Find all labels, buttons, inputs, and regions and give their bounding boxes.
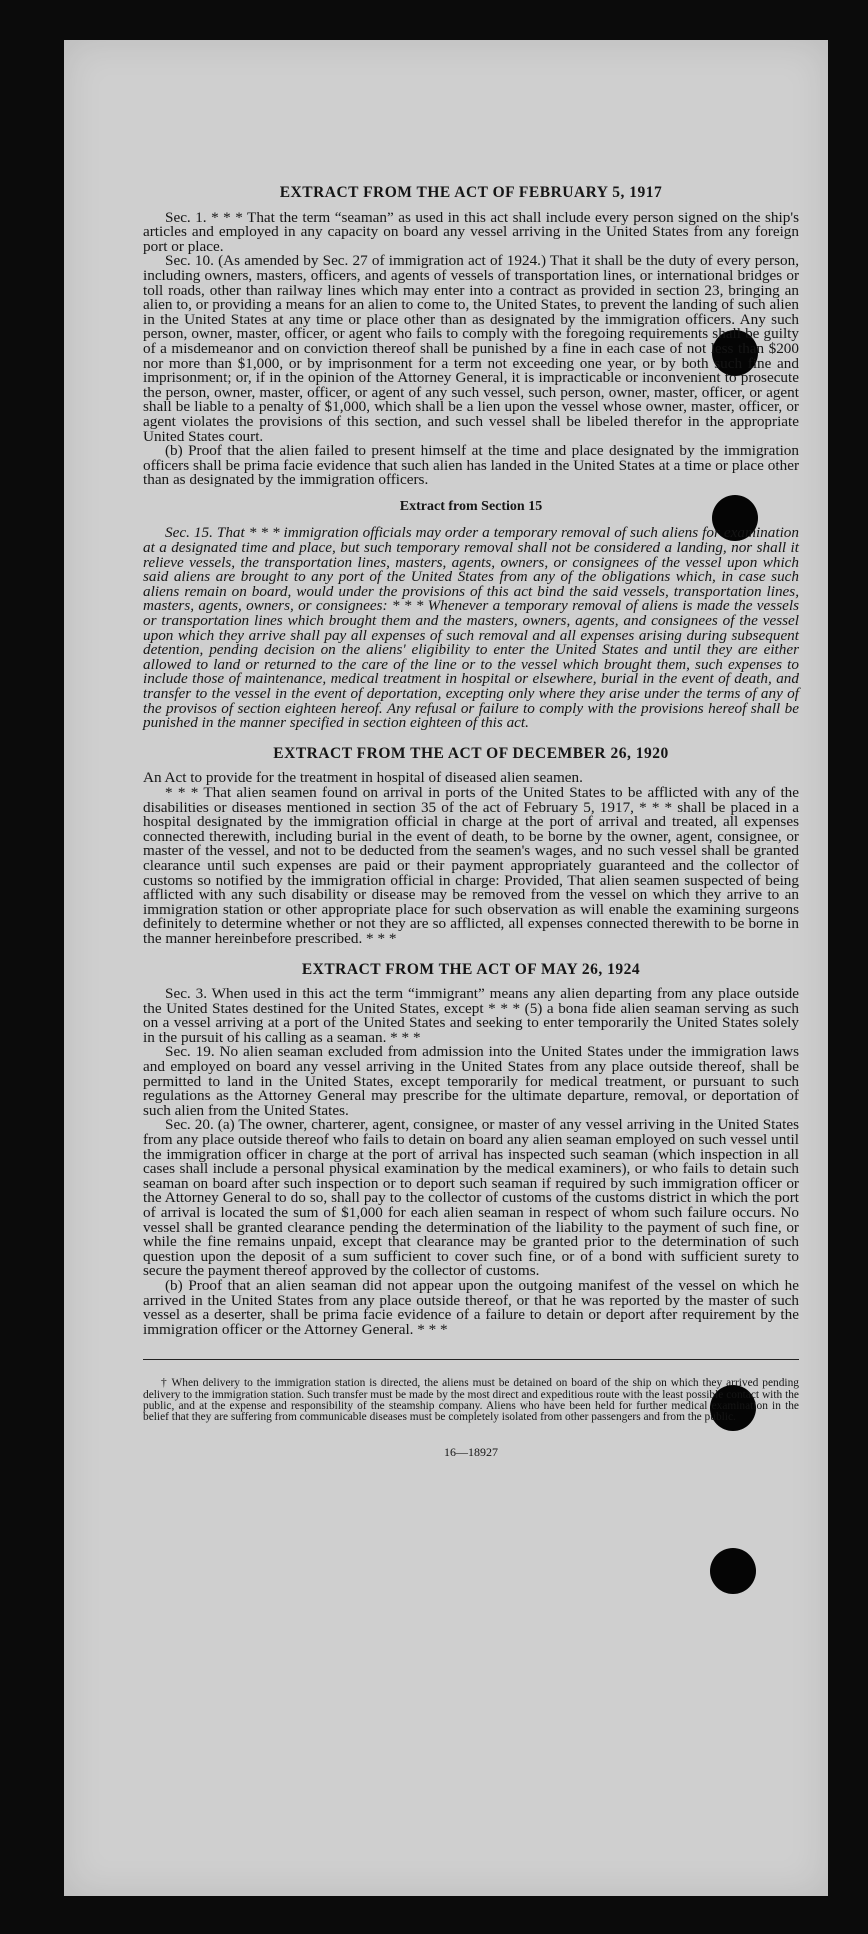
divider-rule	[143, 1359, 799, 1360]
paragraph-sec20b: (b) Proof that an alien seaman did not appear upon the outgoing manifest of the vessel on which he arrived in the United States from any place outside thereof, or that he was reported by the master of such vessel as a deserter, shall be prima facie evidence of a failure to detain or deport after requirement by the immigration officer or the Attorney General. * * *	[143, 1276, 799, 1338]
subheading-section-15: Extract from Section 15	[399, 498, 543, 514]
paragraph-sec10: Sec. 10. (As amended by Sec. 27 of immigration act of 1924.) That it shall be the duty of every person, including owners, masters, officers, and agents of vessels of transportation lines, or international bridges or toll roads, other than railway lines which may enter into a contract as provided in section 23, bringing an alien to, or providing a means for an alien to come to, the United States, to prevent the landing of such alien in the United States at any time or place other than as designated by the immigration officers. Any such person, owner, master, officer, or agent who fails to comply with the foregoing requirements shall be guilty of a misdemeanor and on conviction thereof shall be punished by a fine in each case of not less than $200 nor more than $1,000, or by imprisonment for a term not exceeding one year, or by both such fine and imprisonment; or, if in the opinion of the Attorney General, it is impracticable or inconvenient to prosecute the person, owner, master, officer, or agent of any such vessel, such person, owner, master, officer, or agent shall be liable to a penalty of $1,000, which shall be a lien upon the vessel whose owner, master, officer, or agent violates the provisions of this section, and such vessel shall be libeled therefor in the appropriate United States court.	[143, 252, 799, 445]
section-heading-1924: EXTRACT FROM THE ACT OF MAY 26, 1924	[301, 960, 641, 978]
section-heading-1920: EXTRACT FROM THE ACT OF DECEMBER 26, 1920	[273, 744, 669, 762]
paragraph-sec20a: Sec. 20. (a) The owner, charterer, agent, consignee, or master of any vessel arriving in the United States from any place outside thereof who fails to detain on board any alien seaman employed on such vessel until the immigration officer in charge at the port of arrival has inspected such seaman (which inspection in all cases shall include a personal physical examination by the medical examiners), or who fails to detain such seaman on board after such inspection or to deport such seaman if required by such immigration officer or the Attorney General to do so, shall pay to the collector of customs of the customs district in which the port of arrival is located the sum of $1,000 for each alien seaman in respect of whom such failure occurs. No vessel shall be granted clearance pending the determination of the liability to the payment of such fine, or while the fine remains unpaid, except that clearance may be granted prior to the determination of such question upon the deposit of a sum sufficient to cover such fine, or of a bond with sufficient surety to secure the payment thereof approved by the collector of customs.	[143, 1116, 799, 1280]
punch-hole	[710, 1548, 756, 1594]
document-body	[143, 180, 799, 1460]
paragraph-1920-body: * * * That alien seamen found on arrival in ports of the United States to be afflicted with any of the disabilities or diseases mentioned in section 35 of the act of February 5, 1917, * * * shall be placed in a hospital designated by the immigration official in charge at the port of arrival and treated, all expenses connected therewith, including burial in the event of death, to be borne by the owner, agent, consignee, or master of the vessel, and not to be deducted from the seamen's wages, and no such vessel shall be granted clearance until such expenses are paid or their payment appropriately guaranteed and the collector of customs so notified by the immigration official in charge: Provided, That alien seamen suspected of being afflicted with any such disability or disease may be removed from the vessel on which they arrive to an immigration station or other appropriate place for such observation as will enable the examining surgeons definitely to determine whether or not they are so afflicted, all expenses connected therewith to be borne in the manner hereinbefore prescribed. * * *	[143, 783, 799, 947]
section-heading-1917: EXTRACT FROM THE ACT OF FEBRUARY 5, 1917	[279, 184, 663, 201]
paragraph-sec3: Sec. 3. When used in this act the term “immigrant” means any alien departing from any place outside the United States destined for the United States, except * * * (5) a bona fide alien seaman serving as such on a vessel arriving at a port of the United States and seeking to enter temporarily the United States solely in the pursuit of his calling as a seaman. * * *	[143, 985, 799, 1046]
paragraph-sec15: Sec. 15. That * * * immigration officials may order a temporary removal of such aliens for examination at a designated time and place, but such temporary removal shall not be considered a landing, nor shall it relieve vessels, the transportation lines, masters, agents, owners, or consignees of the vessel upon which said aliens are brought to any port of the United States from any of the obligations which, in case such aliens remain on board, would under the provisions of this act bind the said vessels, transportation lines, masters, agents, owners, or consignees: * * * Whenever a temporary removal of aliens is made the vessels or transportation lines which brought them and the masters, owners, agents, and consignees of the vessel upon which they arrive shall pay all expenses of such removal and all expenses arising during subsequent detention, pending decision on the aliens' eligibility to enter the United States and until they are either allowed to land or returned to the care of the line or to the vessel which brought them, such expenses to include those of maintenance, medical treatment in hospital or elsewhere, burial in the event of death, and transfer to the vessel in the event of deportation, excepting only where they arise under the terms of any of the provisos of section eighteen hereof. Any refusal or failure to comply with the provisions hereof shall be punished in the manner specified in section eighteen of this act.	[143, 524, 799, 732]
footnote: † When delivery to the immigration station is directed, the aliens must be detained on board of the ship on which they arrived pending delivery to the immigration station. Such transfer must be made by the most direct and expeditious route with the least possible contact with the public, and at the expense and responsibility of the steamship company. Aliens who have been held for further medical examination in the belief that they are suffering from communicable diseases must be completely isolated from other passengers and from the public.	[143, 1377, 799, 1423]
document-page	[64, 40, 828, 1896]
page-number: 16—18927	[444, 1445, 498, 1460]
paragraph-sec19: Sec. 19. No alien seaman excluded from admission into the United States under the immigration laws and employed on board any vessel arriving in the United States from any place outside thereof, shall be permitted to land in the United States, except temporarily for medical treatment, or pursuant to such regulations as the Attorney General may prescribe for the ultimate departure, removal, or deportation of such alien from the United States.	[143, 1043, 799, 1119]
paragraph-sec1: Sec. 1. * * * That the term “seaman” as used in this act shall include every person signed on the ship's articles and employed in any capacity on board any vessel arriving in the United States from any foreign port or place.	[143, 208, 799, 255]
paragraph-sec10b: (b) Proof that the alien failed to present himself at the time and place designated by the immigration officers shall be prima facie evidence that such alien has landed in the United States at a time or place other than as designated by the immigration officers.	[143, 442, 799, 489]
paragraph-act-title: An Act to provide for the treatment in hospital of diseased alien seamen.	[143, 769, 583, 787]
